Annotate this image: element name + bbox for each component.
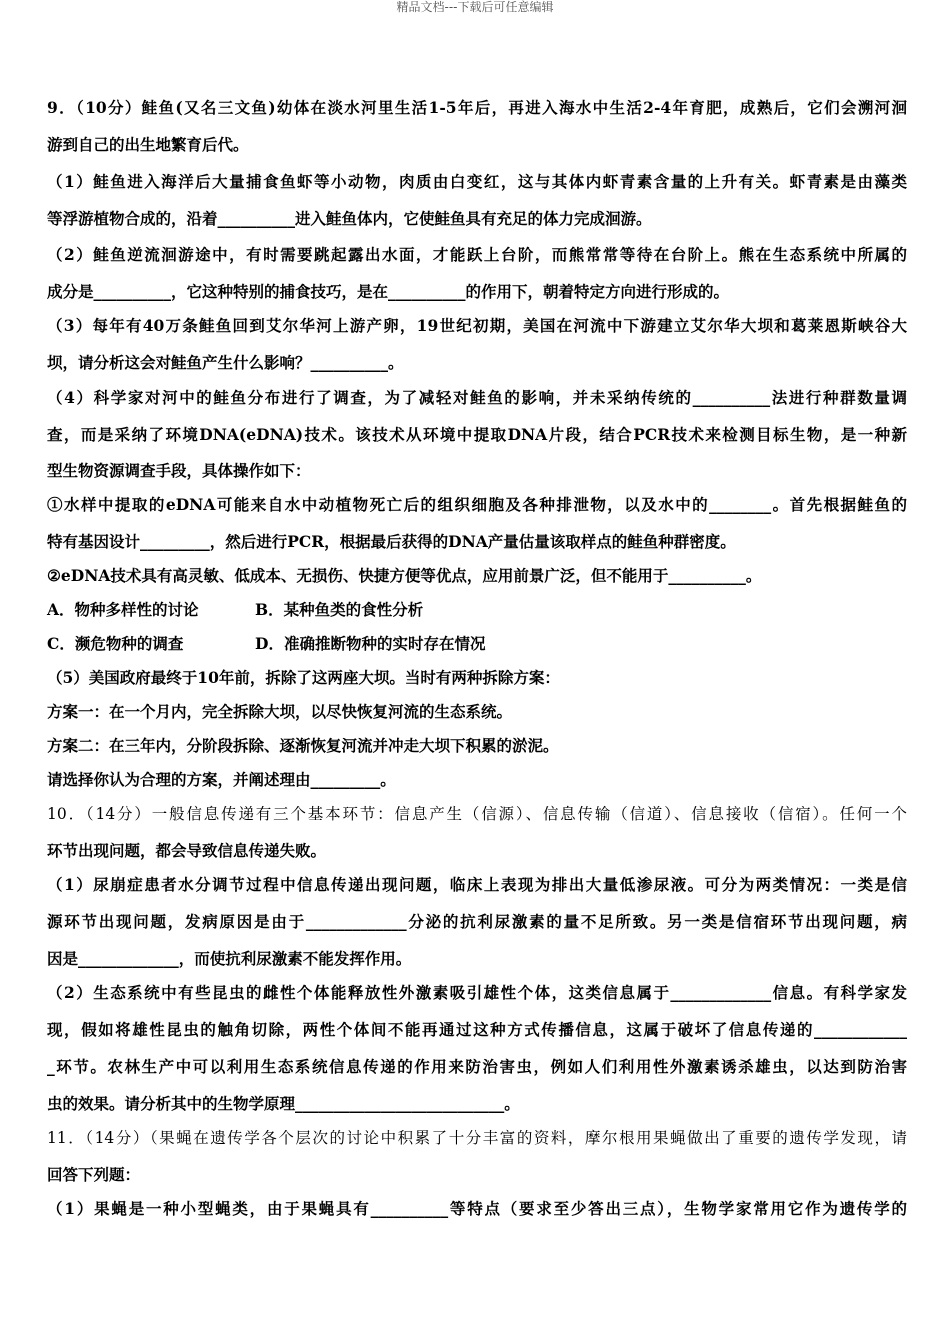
q10-part2-line-4: 虫的效果。请分析其中的生物学原理___________________________。 — [47, 1094, 520, 1113]
q9-stem-line-2: 游到自己的出生地繁育后代。 — [47, 135, 249, 154]
option-a: A．物种多样性的讨论 — [47, 600, 199, 619]
q10-part1-line-2: 源环节出现问题，发病原因是由于_____________分泌的抗利尿激素的量不足所致。另一类是信宿环节出现问题，病 — [47, 912, 907, 931]
q10-stem-line-1: 10．（14分）一般信息传递有三个基本环节：信息产生（信源）、信息传输（信道）、信息接收（信宿）。任何一个 — [47, 805, 907, 823]
q10-stem-line-2: 环节出现问题，都会导致信息传递失败。 — [47, 841, 327, 860]
q9-sub2-line: ②eDNA技术具有高灵敏、低成本、无损伤、快捷方便等优点，应用前景广泛，但不能用于__________。 — [47, 566, 762, 585]
q10-part2-line-1: （2）生态系统中有些昆虫的雌性个体能释放性外激素吸引雄性个体，这类信息属于_____________信息。有科学家发 — [47, 983, 907, 1002]
q9-part4-line-1: （4）科学家对河中的鲑鱼分布进行了调查，为了减轻对鲑鱼的影响，并未采纳传统的__________法进行种群数量调 — [47, 388, 907, 407]
q9-part2-line-2: 成分是__________，它这种特别的捕食技巧，是在__________的作用下，朝着特定方向进行形成的。 — [47, 282, 730, 301]
q9-part2-line-1: （2）鲑鱼逆流洄游途中，有时需要跳起露出水面，才能跃上台阶，而熊常常等待在台阶上。熊在生态系统中所属的 — [47, 245, 907, 264]
q10-part2-line-3: _环节。农林生产中可以利用生态系统信息传递的作用来防治害虫，例如人们利用性外激素诱杀雄虫，以达到防治害 — [47, 1057, 907, 1076]
q9-part3-line-1: （3）每年有40万条鲑鱼回到艾尔华河上游产卵，19世纪初期，美国在河流中下游建立艾尔华大坝和葛莱恩斯峡谷大 — [47, 316, 907, 335]
q10-part1-line-1: （1）尿崩症患者水分调节过程中信息传递出现问题，临床上表现为排出大量低渗尿液。可分为两类情况：一类是信 — [47, 875, 907, 894]
q9-part5-line: （5）美国政府最终于10年前，拆除了这两座大坝。当时有两种拆除方案： — [47, 668, 560, 687]
plan-one: 方案一：在一个月内，完全拆除大坝，以尽快恢复河流的生态系统。 — [47, 702, 513, 721]
q9-part5-prompt: 请选择你认为合理的方案，并阐述理由_________。 — [47, 770, 396, 789]
q11-part1-line-1: （1）果蝇是一种小型蝇类，由于果蝇具有__________等特点（要求至少答出三点），生物学家常用它作为遗传学的 — [47, 1199, 907, 1218]
q9-part3-line-2: 坝，请分析这会对鲑鱼产生什么影响？__________。 — [47, 353, 404, 372]
q9-part1-line-1: （1）鲑鱼进入海洋后大量捕食鱼虾等小动物，肉质由白变红，这与其体内虾青素含量的上升有关。虾青素是由藻类 — [47, 172, 907, 191]
q11-stem-line-2: 回答下列题： — [47, 1165, 141, 1184]
q9-stem-line-1: 9．（10分）鲑鱼(又名三文鱼)幼体在淡水河里生活1-5年后，再进入海水中生活2-4年育肥，成熟后，它们会溯河洄 — [47, 98, 907, 117]
option-c: C．濒危物种的调查 — [47, 634, 184, 653]
q11-stem-line-1: 11．（14分）（果蝇在遗传学各个层次的讨论中积累了十分丰富的资料，摩尔根用果蝇做出了重要的遗传学发现，请 — [47, 1129, 907, 1147]
page-header: 精品文档---下载后可任意编辑 — [396, 0, 554, 14]
plan-two: 方案二：在三年内，分阶段拆除、逐渐恢复河流并冲走大坝下积累的淤泥。 — [47, 736, 559, 755]
option-d: D．准确推断物种的实时存在情况 — [255, 634, 486, 653]
q9-sub1-line-1: ①水样中提取的eDNA可能来自水中动植物死亡后的组织细胞及各种排泄物，以及水中的________。首先根据鲑鱼的 — [47, 495, 907, 514]
q10-part2-line-2: 现，假如将雄性昆虫的触角切除，两性个体间不能再通过这种方式传播信息，这属于破坏了信息传递的____________ — [47, 1020, 907, 1039]
q9-sub1-line-2: 特有基因设计_________，然后进行PCR，根据最后获得的DNA产量估量该取样点的鲑鱼种群密度。 — [47, 532, 736, 551]
q9-part4-line-3: 型生物资源调查手段，具体操作如下： — [47, 461, 311, 480]
q9-part4-line-2: 查，而是采纳了环境DNA(eDNA)技术。该技术从环境中提取DNA片段，结合PCR技术来检测目标生物，是一种新 — [47, 425, 907, 444]
option-b: B．某种鱼类的食性分析 — [255, 600, 424, 619]
q9-part1-line-2: 等浮游植物合成的，沿着__________进入鲑鱼体内，它使鲑鱼具有充足的体力完成洄游。 — [47, 209, 652, 228]
q10-part1-line-3: 因是_____________，而使抗利尿激素不能发挥作用。 — [47, 949, 412, 968]
